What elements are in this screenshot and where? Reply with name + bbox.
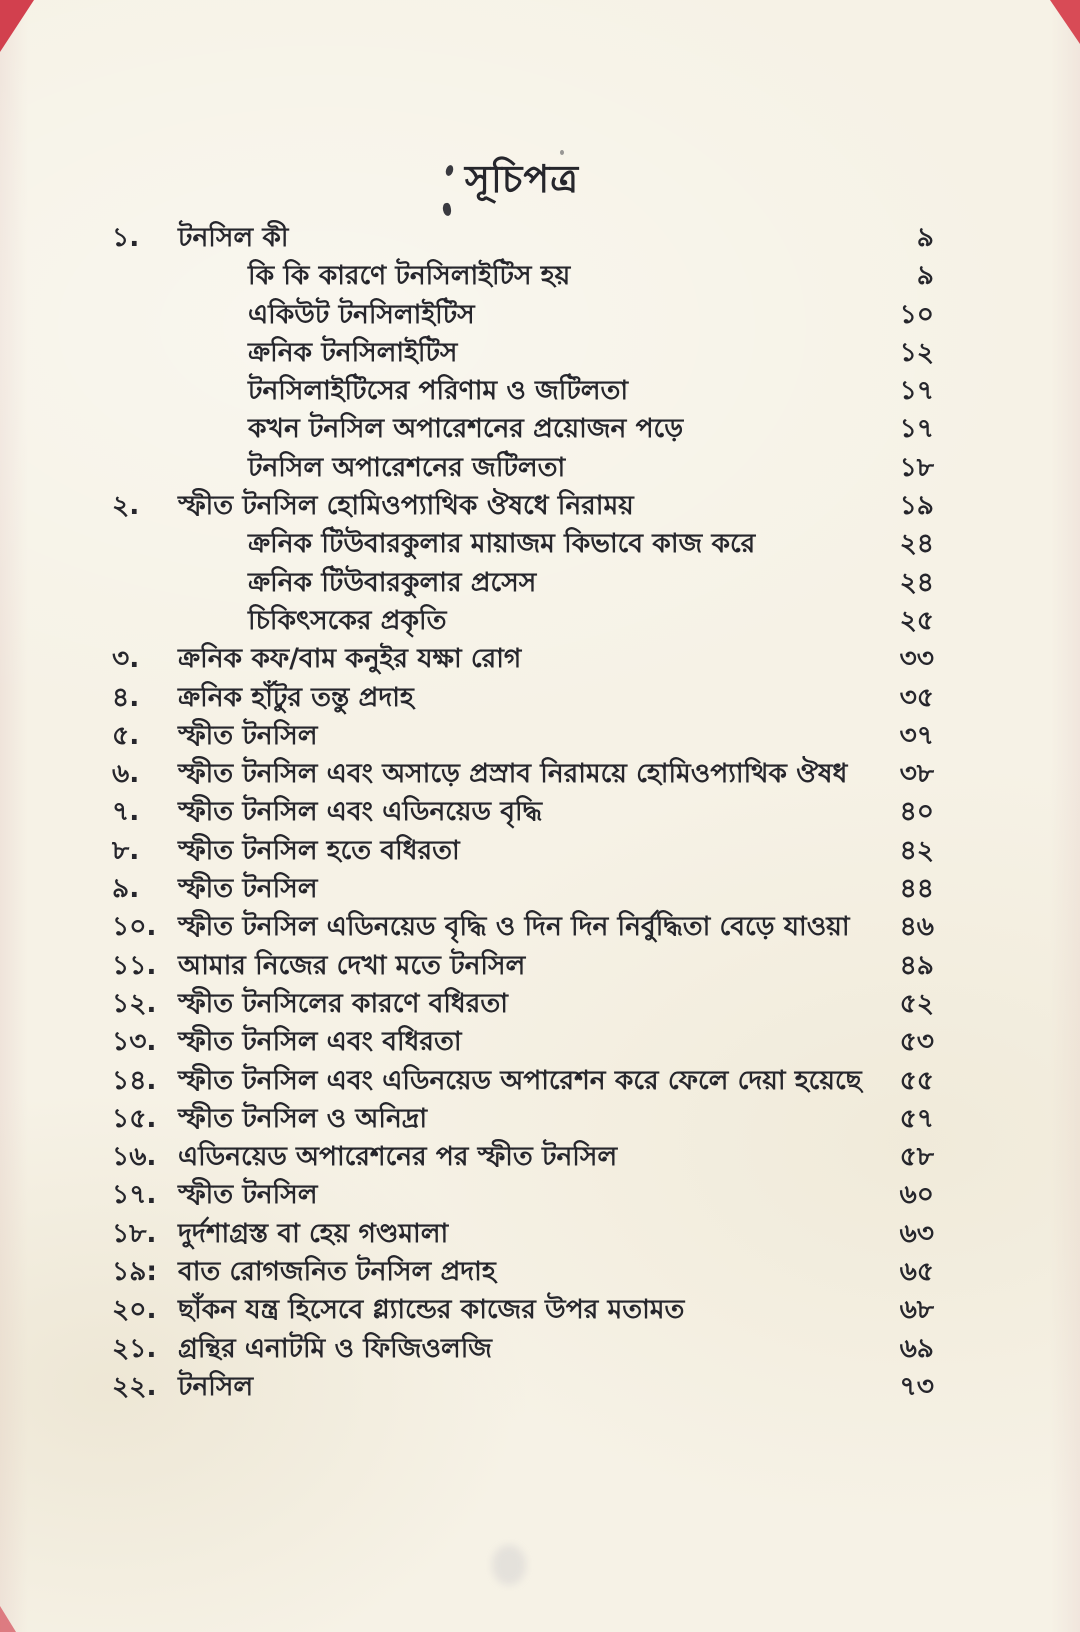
toc-entry-page: ৫৭ xyxy=(899,1102,934,1134)
toc-entry-number: ১৩. xyxy=(112,1026,157,1058)
toc-entry xyxy=(112,1062,934,1100)
toc-entry-label: স্ফীত টনসিল এবং অসাড়ে প্রস্রাব নিরাময়ে হোমিওপ্যাথিক ঔষধ xyxy=(178,758,848,790)
toc-entry-page: ৫২ xyxy=(899,987,934,1019)
toc-entry-page: ৯ xyxy=(916,260,934,292)
toc-entry xyxy=(112,793,934,831)
toc-entry-label: দুর্দশাগ্রস্ত বা হেয় গণ্ডমালা xyxy=(178,1217,449,1249)
toc-entry-number: ২. xyxy=(112,490,140,522)
toc-entry-number: ৩. xyxy=(112,643,140,675)
toc-entry-page: ৬৯ xyxy=(899,1332,934,1364)
toc-entry xyxy=(112,679,934,717)
toc-entry-number: ১৬. xyxy=(112,1141,157,1173)
toc-entry xyxy=(112,257,934,295)
toc-entry-page: ২৫ xyxy=(899,604,934,636)
toc-entry-label: টনসিল কী xyxy=(178,222,289,253)
toc-entry xyxy=(112,334,934,372)
toc-entry-page: ২৪ xyxy=(899,566,934,598)
page-title: সূচিপত্র xyxy=(464,157,580,201)
toc-entry-page: ৬৫ xyxy=(899,1256,934,1288)
toc-entry-label: ক্রনিক টিউবারকুলার প্রসেস xyxy=(248,566,537,598)
toc-entry-number: ৫. xyxy=(112,719,140,751)
toc-entry-page: ৩৫ xyxy=(899,681,934,713)
toc-entry-number: ২১. xyxy=(112,1332,157,1364)
toc-entry xyxy=(112,564,934,602)
toc-entry-label: আমার নিজের দেখা মতে টনসিল xyxy=(178,949,526,981)
toc-entry xyxy=(112,1291,934,1329)
toc-entry-page: ১৮ xyxy=(899,451,934,483)
toc-entry-page: ৩৮ xyxy=(899,758,934,790)
toc-entry-label: স্ফীত টনসিল ও অনিদ্রা xyxy=(178,1102,428,1134)
toc-entry-page: ৩৩ xyxy=(899,643,934,675)
toc-entry-label: একিউট টনসিলাইটিস xyxy=(248,298,475,330)
toc-entry-label: টনসিল অপারেশনের জটিলতা xyxy=(248,451,566,483)
toc-entry-label: ক্রনিক টনসিলাইটিস xyxy=(248,336,458,368)
toc-entry-label: চিকিৎসকের প্রকৃতি xyxy=(248,604,447,636)
toc-entry-page: ৯ xyxy=(916,222,934,253)
toc-entry-label: ছাঁকন যন্ত্র হিসেবে গ্ল্যান্ডের কাজের উপর মতামত xyxy=(178,1294,685,1326)
toc-entry-label: স্ফীত টনসিল এবং বধিরতা xyxy=(178,1026,462,1058)
toc-entry-label: স্ফীত টনসিল এবং এডিনয়েড বৃদ্ধি xyxy=(178,796,543,828)
toc-entry xyxy=(112,487,934,525)
toc-entry-number: ৮. xyxy=(112,834,140,866)
toc-entry xyxy=(112,1100,934,1138)
toc-entry xyxy=(112,1330,934,1368)
toc-entry xyxy=(112,832,934,870)
toc-entry-number: ১৮. xyxy=(112,1217,157,1249)
toc-entry-label: এডিনয়েড অপারেশনের পর স্ফীত টনসিল xyxy=(178,1141,618,1173)
toc-entry xyxy=(112,410,934,448)
toc-entry-page: ৪৪ xyxy=(899,873,934,905)
toc-entry-page: ৬০ xyxy=(899,1179,934,1211)
toc-entry-number: ২০. xyxy=(112,1294,157,1326)
toc-entry-label: কখন টনসিল অপারেশনের প্রয়োজন পড়ে xyxy=(248,413,684,445)
toc-entry-label: টনসিলাইটিসের পরিণাম ও জটিলতা xyxy=(248,375,629,407)
toc-entry-label: ক্রনিক কফ/বাম কনুইর যক্ষা রোগ xyxy=(178,643,522,675)
toc-entry xyxy=(112,1023,934,1061)
toc-entry xyxy=(112,525,934,563)
toc-entry-number: ১১. xyxy=(112,949,157,981)
toc-entry-number: ১৯: xyxy=(112,1256,157,1288)
toc-entry-number: ১. xyxy=(112,222,140,253)
toc-entry-label: স্ফীত টনসিল xyxy=(178,873,318,905)
toc-entry xyxy=(112,947,934,985)
toc-entry-number: ২২. xyxy=(112,1370,157,1402)
toc-entry xyxy=(112,296,934,334)
toc-entry-label: ক্রনিক টিউবারকুলার মায়াজম কিভাবে কাজ করে xyxy=(248,528,756,560)
toc-entry xyxy=(112,1368,934,1406)
toc-entry xyxy=(112,449,934,487)
toc-entry-page: ৪৯ xyxy=(899,949,934,981)
toc-entry-label: স্ফীত টনসিল এবং এডিনয়েড অপারেশন করে ফেলে দেয়া হয়েছে xyxy=(178,1064,862,1096)
toc-entry-number: ১০. xyxy=(112,911,157,943)
toc-entry-page: ৬৮ xyxy=(899,1294,934,1326)
toc-entry-number: ৭. xyxy=(112,796,140,828)
toc-entry xyxy=(112,1176,934,1214)
toc-entry-label: বাত রোগজনিত টনসিল প্রদাহ xyxy=(178,1256,496,1288)
toc-entry-page: ২৪ xyxy=(899,528,934,560)
toc-entry-label: কি কি কারণে টনসিলাইটিস হয় xyxy=(248,260,571,292)
toc-entry xyxy=(112,372,934,410)
toc-entry xyxy=(112,640,934,678)
toc-entry-label: স্ফীত টনসিল xyxy=(178,1179,318,1211)
toc-entry-number: ৬. xyxy=(112,758,140,790)
toc-entry-page: ১৭ xyxy=(899,375,934,407)
toc-entry-label: স্ফীত টনসিল হোমিওপ্যাথিক ঔষধে নিরাময় xyxy=(178,490,634,522)
ink-speck xyxy=(560,150,564,155)
toc-entry-label: স্ফীত টনসিলের কারণে বধিরতা xyxy=(178,987,508,1019)
toc-entry-label: স্ফীত টনসিল xyxy=(178,719,318,751)
toc-entry-page: ১৯ xyxy=(899,490,934,522)
toc-entry xyxy=(112,1253,934,1291)
toc-entry-page: ৫৩ xyxy=(899,1026,934,1058)
toc-entry xyxy=(112,1215,934,1253)
toc-entry xyxy=(112,1138,934,1176)
toc-entry-page: ৫৫ xyxy=(899,1064,934,1096)
toc-list xyxy=(112,219,934,1406)
toc-entry-label: গ্রন্থির এনাটমি ও ফিজিওলজি xyxy=(178,1332,493,1364)
toc-entry-label: স্ফীত টনসিল এডিনয়েড বৃদ্ধি ও দিন দিন নির্বুদ্ধিতা বেড়ে যাওয়া xyxy=(178,911,850,943)
toc-entry xyxy=(112,717,934,755)
toc-entry-page: ৪২ xyxy=(899,834,934,866)
toc-entry-label: ক্রনিক হাঁটুর তন্তু প্রদাহ xyxy=(178,681,414,713)
toc-entry-page: ১০ xyxy=(899,298,934,330)
toc-entry-label: টনসিল xyxy=(178,1370,254,1402)
toc-entry-number: ১২. xyxy=(112,987,157,1019)
toc-entry-page: ১২ xyxy=(899,336,934,368)
toc-entry-number: ৪. xyxy=(112,681,140,713)
toc-entry xyxy=(112,908,934,946)
toc-entry-page: ৪৬ xyxy=(899,911,934,943)
toc-entry-number: ১৪. xyxy=(112,1064,157,1096)
toc-entry xyxy=(112,755,934,793)
toc-entry xyxy=(112,602,934,640)
toc-entry-page: ১৭ xyxy=(899,413,934,445)
paper-smudge xyxy=(492,1545,526,1585)
toc-entry-number: ১৭. xyxy=(112,1179,157,1211)
toc-entry-page: ৭৩ xyxy=(899,1370,934,1402)
toc-entry xyxy=(112,870,934,908)
toc-entry xyxy=(112,985,934,1023)
toc-entry-page: ৬৩ xyxy=(899,1217,934,1249)
toc-entry-page: ৪০ xyxy=(899,796,934,828)
toc-entry-number: ৯. xyxy=(112,873,140,905)
toc-entry-page: ৫৮ xyxy=(899,1141,934,1173)
toc-entry-number: ১৫. xyxy=(112,1102,157,1134)
toc-entry-page: ৩৭ xyxy=(899,719,934,751)
toc-entry xyxy=(112,219,934,257)
toc-entry-label: স্ফীত টনসিল হতে বধিরতা xyxy=(178,834,460,866)
